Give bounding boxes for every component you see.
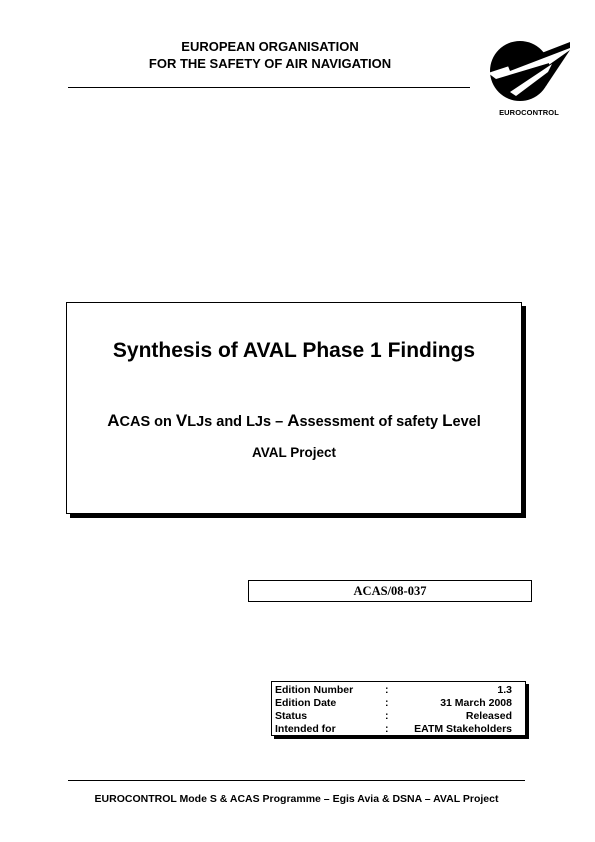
status-row — [272, 710, 525, 723]
subtitle-initial-a: A — [287, 411, 300, 430]
edition-date-label: Edition Date — [275, 697, 337, 709]
subtitle-part: ssessment of safety — [299, 414, 443, 430]
header-rule — [68, 87, 470, 88]
project-name: AVAL Project — [251, 445, 337, 460]
document-title: Synthesis of AVAL Phase 1 Findings — [112, 339, 476, 362]
footer-rule — [68, 780, 525, 781]
intended-for-label: Intended for — [275, 723, 336, 735]
separator: : — [385, 697, 389, 709]
intended-for-row — [272, 723, 525, 736]
eurocontrol-logo-icon — [486, 36, 570, 104]
subtitle-part: LJs and LJs – — [187, 414, 288, 430]
edition-number-row — [272, 684, 525, 697]
status-value: Released — [465, 710, 512, 722]
edition-number-value: 1.3 — [497, 684, 512, 696]
intended-for-value: EATM Stakeholders — [414, 723, 512, 735]
status-label: Status — [275, 710, 308, 722]
logo-wordmark: EUROCONTROL — [499, 108, 559, 117]
separator: : — [385, 723, 389, 735]
separator: : — [385, 710, 389, 722]
organisation-name — [70, 38, 470, 72]
edition-info-table — [271, 681, 526, 736]
edition-date-row — [272, 697, 525, 710]
organisation-name-line-1: EUROPEAN ORGANISATION — [181, 39, 359, 54]
organisation-name-line-2: FOR THE SAFETY OF AIR NAVIGATION — [148, 56, 392, 71]
subtitle-initial-a: A — [107, 411, 120, 430]
subtitle-initial-v: V — [175, 411, 188, 430]
edition-number-label: Edition Number — [275, 684, 354, 696]
document-subtitle — [67, 411, 521, 431]
subtitle-part: CAS on — [119, 414, 176, 430]
page-footer: EUROCONTROL Mode S & ACAS Programme – Egis Avia & DSNA – AVAL Project — [94, 793, 499, 805]
subtitle-initial-l: L — [442, 411, 453, 430]
separator: : — [385, 684, 389, 696]
subtitle-part: evel — [452, 414, 481, 430]
eurocontrol-logo — [484, 36, 574, 120]
document-reference: ACAS/08-037 — [248, 580, 532, 602]
edition-date-value: 31 March 2008 — [440, 697, 512, 709]
title-box — [66, 302, 522, 514]
